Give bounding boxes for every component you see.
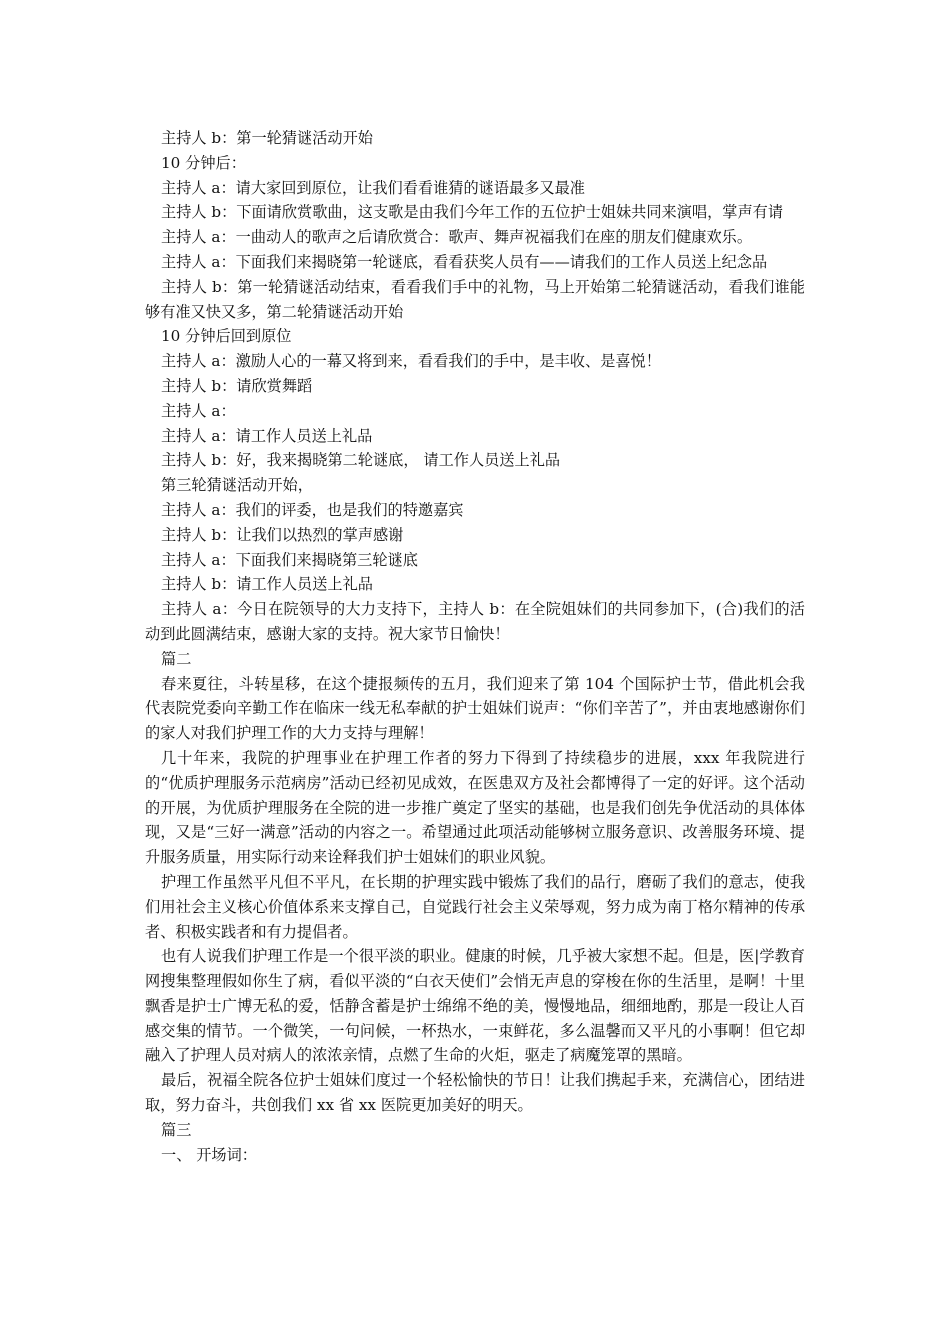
paragraph-part2-plain-profession: 也有人说我们护理工作是一个很平淡的职业。健康的时候，几乎被大家想不起。但是，医|学教育网搜集整理假如你生了病，看似平淡的“白衣天使们”会悄无声息的穿梭在你的生活里，是啊！十里飘香是护士广博无私的爱，恬静含蓄是护士绵绵不绝的美，慢慢地品，细细地酌，那是一段让人百感交集的情节。一个微笑，一句问候，一杯热水，一束鲜花，多么温馨而又平凡的小事啊！但它却融入了护理人员对病人的浓浓亲情，点燃了生命的火炬，驱走了病魔笼罩的黑暗。 (145, 947, 805, 1065)
document-body (145, 126, 805, 1167)
paragraph-host-a-gifts: 主持人 a：请工作人员送上礼品 (161, 426, 373, 445)
paragraph-part2-intro: 春来夏往，斗转星移，在这个捷报频传的五月，我们迎来了第 104 个国际护士节，借此机会我代表院党委向辛勤工作在临床一线无私奉献的护士姐妹们说声：“你们辛苦了”，并由衷地感谢你们的家人对我们护理工作的大力支持与理解！ (145, 674, 805, 743)
paragraph-host-b-dance: 主持人 b：请欣赏舞蹈 (161, 376, 313, 395)
paragraph-closing: 主持人 a：今日在院领导的大力支持下，主持人 b：在全院姐妹们的共同参加下，(合)我们的活动到此圆满结束，感谢大家的支持。祝大家节日愉快！ (145, 600, 805, 643)
paragraph-host-a-judges: 主持人 a：我们的评委，也是我们的特邀嘉宾 (161, 500, 464, 519)
paragraph-host-a-reveal-round1: 主持人 a：下面我们来揭晓第一轮谜底，看看获奖人员有——请我们的工作人员送上纪念品 (161, 252, 768, 271)
paragraph-host-b-applause: 主持人 b：让我们以热烈的掌声感谢 (161, 525, 404, 544)
paragraph-part3-opening: 一、 开场词： (161, 1145, 257, 1164)
paragraph-host-a-inspiring: 主持人 a：激励人心的一幕又将到来，看看我们的手中，是丰收、是喜悦！ (161, 352, 661, 371)
paragraph-part2-progress: 几十年来，我院的护理事业在护理工作者的努力下得到了持续稳步的进展，xxx 年我院进行的“优质护理服务示范病房”活动已经初见成效，在医患双方及社会都博得了一定的好评。这个活动的开展，为优质护理服务在全院的进一步推广奠定了坚实的基础，也是我们创先争优活动的具体体现，又是“三好一满意”活动的内容之一。希望通过此项活动能够树立服务意识、改善服务环境、提升服务质量，用实际行动来诠释我们护士姐妹们的职业风貌。 (145, 748, 805, 867)
paragraph-round3-start: 第三轮猜谜活动开始， (161, 476, 313, 495)
section-heading-part2: 篇二 (161, 649, 192, 668)
paragraph-host-b-song: 主持人 b：下面请欣赏歌曲，这支歌是由我们今年工作的五位护士姐妹共同来演唱，掌声有请 (161, 203, 784, 222)
paragraph-ten-minutes-later: 10 分钟后： (161, 153, 246, 172)
paragraph-host-a-dance-song: 主持人 a：一曲动人的歌声之后请欣赏合：歌声、舞声祝福我们在座的朋友们健康欢乐。 (161, 228, 753, 247)
paragraph-host-b-round1-end: 主持人 b：第一轮猜谜活动结束，看看我们手中的礼物，马上开始第二轮猜谜活动，看我们谁能够有准又快又多，第二轮猜谜活动开始 (145, 277, 805, 321)
paragraph-part2-finally: 最后，祝福全院各位护士姐妹们度过一个轻松愉快的节日！让我们携起手来，充满信心，团结进取，努力奋斗，共创我们 xx 省 xx 医院更加美好的明天。 (145, 1071, 805, 1115)
paragraph-host-a-reveal-round3: 主持人 a：下面我们来揭晓第三轮谜底 (161, 550, 418, 569)
paragraph-host-b-round1-start: 主持人 b：第一轮猜谜活动开始 (161, 129, 373, 147)
paragraph-part2-ordinary: 护理工作虽然平凡但不平凡，在长期的护理实践中锻炼了我们的品行，磨砺了我们的意志，使我们用社会主义核心价值体系来支撑自己，自觉践行社会主义荣辱观，努力成为南丁格尔精神的传承者、积极实践者和有力提倡者。 (145, 872, 805, 941)
paragraph-host-b-gifts: 主持人 b：请工作人员送上礼品 (161, 575, 373, 594)
paragraph-host-a-empty: 主持人 a： (161, 401, 236, 420)
paragraph-host-b-reveal-round2: 主持人 b：好，我来揭晓第二轮谜底， 请工作人员送上礼品 (161, 451, 561, 470)
section-heading-part3: 篇三 (161, 1120, 192, 1139)
paragraph-host-a-return: 主持人 a：请大家回到原位，让我们看看谁猜的谜语最多又最准 (161, 178, 585, 197)
paragraph-ten-minutes-return: 10 分钟后回到原位 (161, 327, 292, 346)
